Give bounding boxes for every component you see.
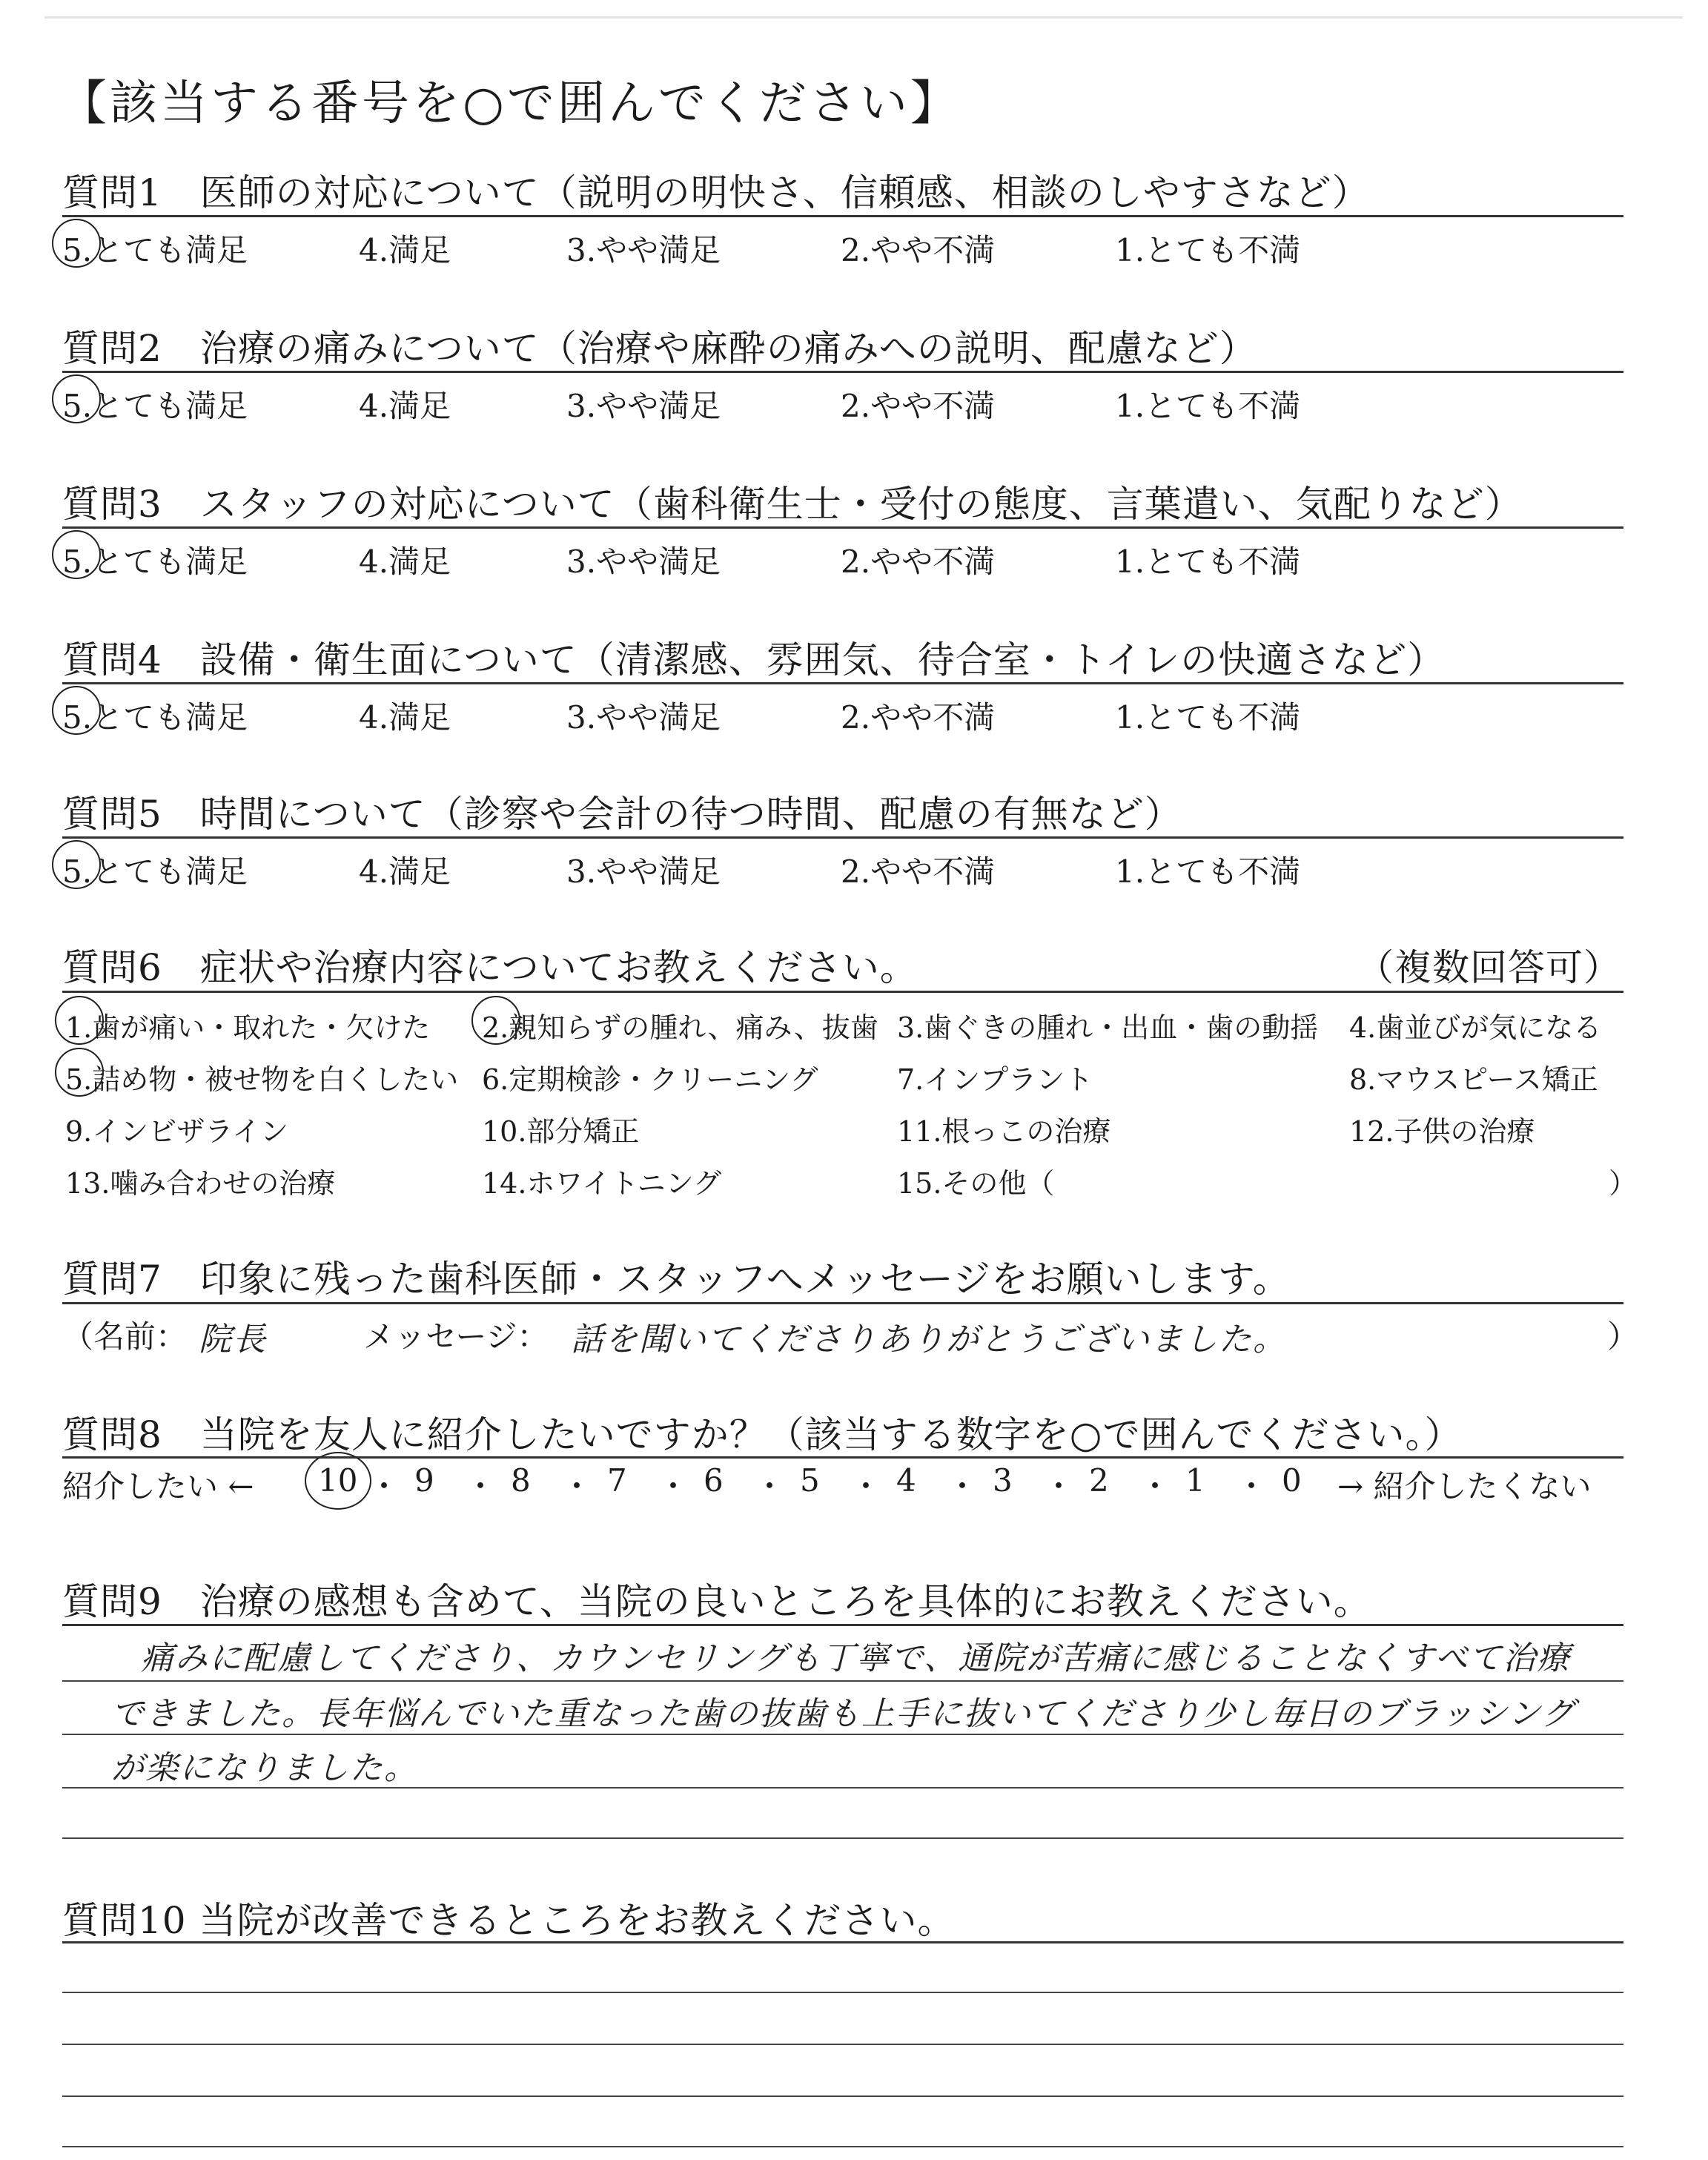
- q8-scale-4[interactable]: 4: [896, 1462, 916, 1499]
- q9-answer-rule-4: [62, 1837, 1623, 1839]
- q9-answer-line-2[interactable]: できました。長年悩んでいた重なった歯の抜歯も上手に抜いてくださり少し毎日のブラッシング: [111, 1695, 1576, 1733]
- q8-scale-5[interactable]: 5: [800, 1462, 820, 1499]
- q6-selection-circle-5: [55, 1048, 104, 1097]
- q2-option-4[interactable]: 4.満足: [359, 388, 451, 424]
- q7-title: 質問7 印象に残った歯科医師・スタッフへメッセージをお願いします。: [62, 1258, 1291, 1301]
- q3-options: [62, 538, 1626, 582]
- q8-scale-separator: ・: [850, 1468, 882, 1505]
- q8-left-label: 紹介したい ←: [62, 1468, 254, 1505]
- q6-option-9[interactable]: 9.インビザライン: [65, 1115, 289, 1148]
- q10-answer-rule-4: [62, 2146, 1623, 2147]
- q6-selection-circle-1: [55, 996, 104, 1045]
- q2-option-5[interactable]: 5.とても満足: [62, 388, 248, 424]
- q4-option-2[interactable]: 2.やや不満: [841, 699, 996, 736]
- q6-option-12[interactable]: 12.子供の治療: [1349, 1115, 1535, 1148]
- q9-answer-line-3[interactable]: が楽になりました。: [111, 1749, 418, 1787]
- q7-message-value[interactable]: 話を聞いてくださりありがとうございました。: [571, 1321, 1287, 1358]
- q3-option-1[interactable]: 1.とても不満: [1115, 544, 1301, 580]
- q3-option-2[interactable]: 2.やや不満: [841, 544, 996, 580]
- q6-option-6[interactable]: 6.定期検診・クリーニング: [482, 1063, 818, 1096]
- q6-option-14[interactable]: 14.ホワイトニング: [482, 1167, 722, 1200]
- q6-option-5[interactable]: 5.詰め物・被せ物を白くしたい: [65, 1063, 459, 1096]
- q6-option-3[interactable]: 3.歯ぐきの腫れ・出血・歯の動揺: [897, 1011, 1319, 1044]
- q8-scale-separator: ・: [658, 1468, 689, 1505]
- q8-scale: [62, 1462, 1626, 1507]
- q9-rule: [62, 1624, 1623, 1626]
- q4-option-1[interactable]: 1.とても不満: [1115, 699, 1301, 736]
- q10-answer-rule-2: [62, 2044, 1623, 2045]
- q6-multiple-note: （複数回答可）: [1357, 946, 1621, 989]
- q6-option-7[interactable]: 7.インプラント: [897, 1063, 1093, 1096]
- q3-rule: [62, 526, 1623, 529]
- q5-rule: [62, 836, 1623, 839]
- q2-option-3[interactable]: 3.やや満足: [566, 388, 721, 424]
- q8-scale-7[interactable]: 7: [607, 1462, 627, 1499]
- q1-option-5[interactable]: 5.とても満足: [62, 232, 248, 268]
- q8-scale-separator: ・: [368, 1468, 400, 1505]
- q9-answer-rule-1: [62, 1680, 1623, 1682]
- q8-scale-separator: ・: [465, 1468, 497, 1505]
- q7-name-label: （名前：: [62, 1318, 188, 1355]
- q1-option-4[interactable]: 4.満足: [359, 232, 451, 268]
- q2-title: 質問2 治療の痛みについて（治療や麻酔の痛みへの説明、配慮など）: [62, 327, 1257, 370]
- q8-scale-separator: ・: [1139, 1468, 1171, 1505]
- q6-option-13[interactable]: 13.噛み合わせの治療: [65, 1167, 336, 1200]
- q8-scale-8[interactable]: 8: [511, 1462, 531, 1499]
- q9-answer-rule-3: [62, 1787, 1623, 1789]
- q1-option-3[interactable]: 3.やや満足: [566, 232, 721, 268]
- q5-option-2[interactable]: 2.やや不満: [841, 853, 996, 890]
- q7-message-label: メッセージ：: [363, 1318, 549, 1355]
- q8-rule: [62, 1456, 1623, 1459]
- q6-option-2[interactable]: 2.親知らずの腫れ、痛み、抜歯: [482, 1011, 878, 1044]
- q1-rule: [62, 215, 1623, 217]
- q6-option-1[interactable]: 1.歯が痛い・取れた・欠けた: [65, 1011, 431, 1044]
- q8-scale-separator: ・: [947, 1468, 979, 1505]
- q1-option-2[interactable]: 2.やや不満: [841, 232, 996, 268]
- q1-option-1[interactable]: 1.とても不満: [1115, 232, 1301, 268]
- q10-title: 質問10 当院が改善できるところをお教えください。: [62, 1899, 956, 1942]
- q4-rule: [62, 682, 1623, 684]
- q6-rule: [62, 991, 1623, 993]
- q4-options: [62, 693, 1626, 738]
- q9-answer-rule-2: [62, 1734, 1623, 1735]
- q1-selection-circle: [52, 219, 101, 268]
- q5-title: 質問5 時間について（診察や会計の待つ時間、配慮の有無など）: [62, 793, 1182, 836]
- q8-scale-10[interactable]: 10: [318, 1462, 358, 1499]
- q4-option-4[interactable]: 4.満足: [359, 699, 451, 736]
- q3-option-5[interactable]: 5.とても満足: [62, 544, 248, 580]
- q8-scale-separator: ・: [561, 1468, 593, 1505]
- q6-option-16: ）: [1609, 1167, 1638, 1200]
- q8-scale-6[interactable]: 6: [704, 1462, 724, 1499]
- q6-title: 質問6 症状や治療内容についてお教えください。: [62, 946, 918, 989]
- q4-option-5[interactable]: 5.とても満足: [62, 699, 248, 736]
- q4-title: 質問4 設備・衛生面について（清潔感、雰囲気、待合室・トイレの快適さなど）: [62, 638, 1446, 681]
- q8-right-label: → 紹介したくない: [1337, 1468, 1592, 1505]
- q5-option-3[interactable]: 3.やや満足: [566, 853, 721, 890]
- q9-title: 質問9 治療の感想も含めて、当院の良いところを具体的にお教えください。: [62, 1580, 1371, 1623]
- q3-option-3[interactable]: 3.やや満足: [566, 544, 721, 580]
- q4-option-3[interactable]: 3.やや満足: [566, 699, 721, 736]
- q3-selection-circle: [52, 530, 101, 579]
- q7-name-value[interactable]: 院長: [199, 1321, 267, 1358]
- q9-answer-line-1[interactable]: 痛みに配慮してくださり、カウンセリングも丁寧で、通院が苦痛に感じることなくすべて治療: [141, 1639, 1572, 1677]
- q2-selection-circle: [52, 374, 101, 423]
- q6-option-11[interactable]: 11.根っこの治療: [897, 1115, 1111, 1148]
- q6-option-10[interactable]: 10.部分矯正: [482, 1115, 640, 1148]
- q8-scale-3[interactable]: 3: [993, 1462, 1013, 1499]
- q2-option-1[interactable]: 1.とても不満: [1115, 388, 1301, 424]
- q5-option-5[interactable]: 5.とても満足: [62, 853, 248, 890]
- q8-scale-9[interactable]: 9: [414, 1462, 434, 1499]
- q10-answer-rule-1: [62, 1992, 1623, 1993]
- q8-scale-separator: ・: [1236, 1468, 1268, 1505]
- q3-option-4[interactable]: 4.満足: [359, 544, 451, 580]
- scan-top-edge: [44, 16, 1683, 19]
- q5-selection-circle: [52, 840, 101, 889]
- q8-title: 質問8 当院を友人に紹介したいですか？（該当する数字を○で囲んでください。）: [62, 1413, 1463, 1456]
- q5-option-4[interactable]: 4.満足: [359, 853, 451, 890]
- q7-close-paren: ）: [1607, 1318, 1639, 1355]
- q6-selection-circle-2: [471, 996, 520, 1045]
- q6-option-8[interactable]: 8.マウスピース矯正: [1349, 1063, 1598, 1096]
- q2-options: [62, 382, 1626, 426]
- q8-scale-1[interactable]: 1: [1185, 1462, 1205, 1499]
- q1-options: [62, 226, 1626, 271]
- q8-selection-circle: [305, 1452, 371, 1510]
- form-instruction-header: 【該当する番号を○で囲んでください】: [59, 76, 961, 131]
- q8-scale-0[interactable]: 0: [1282, 1462, 1302, 1499]
- q8-scale-2[interactable]: 2: [1089, 1462, 1109, 1499]
- q6-option-15[interactable]: 15.その他（: [897, 1167, 1055, 1200]
- q7-rule: [62, 1302, 1623, 1304]
- q6-option-4[interactable]: 4.歯並びが気になる: [1349, 1011, 1602, 1044]
- q8-scale-separator: ・: [1043, 1468, 1075, 1505]
- q5-option-1[interactable]: 1.とても不満: [1115, 853, 1301, 890]
- q5-options: [62, 848, 1626, 892]
- q10-answer-rule-3: [62, 2095, 1623, 2097]
- q8-scale-separator: ・: [754, 1468, 786, 1505]
- q2-rule: [62, 371, 1623, 373]
- q2-option-2[interactable]: 2.やや不満: [841, 388, 996, 424]
- q4-selection-circle: [52, 686, 101, 735]
- q3-title: 質問3 スタッフの対応について（歯科衛生士・受付の態度、言葉遣い、気配りなど）: [62, 483, 1523, 526]
- q1-title: 質問1 医師の対応について（説明の明快さ、信頼感、相談のしやすさなど）: [62, 171, 1370, 214]
- q10-rule: [62, 1941, 1623, 1943]
